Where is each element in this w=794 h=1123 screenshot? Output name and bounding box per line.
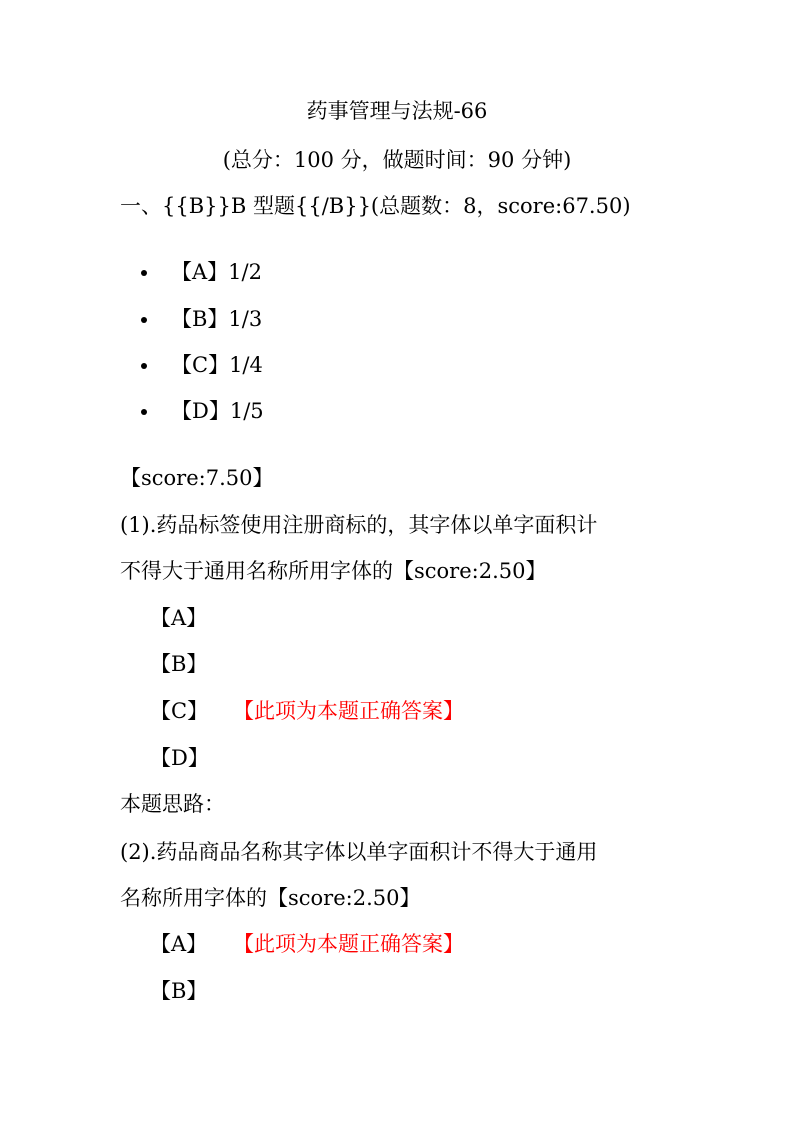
- list-item-label: 【A】1/2: [171, 260, 262, 284]
- bullet-icon: [141, 317, 147, 323]
- option-label: 【A】: [150, 932, 208, 956]
- option-label: 【B】: [150, 979, 208, 1003]
- question-stem: 名称所用字体的【score:2.50】: [120, 886, 421, 910]
- list-item-label: 【C】1/4: [171, 353, 263, 377]
- correct-answer-marker: 【此项为本题正确答案】: [233, 932, 464, 956]
- list-item: [141, 262, 262, 283]
- list-item-label: 【B】1/3: [171, 307, 263, 331]
- list-item: [141, 401, 264, 422]
- bullet-icon: [141, 270, 147, 276]
- option-label: 【B】: [150, 652, 208, 676]
- page-subtitle: (总分：100 分，做题时间：90 分钟): [222, 148, 572, 172]
- page-title: 药事管理与法规-66: [306, 99, 488, 123]
- option-label: 【D】: [150, 746, 209, 770]
- question-stem: (2).药品商品名称其字体以单字面积计不得大于通用: [120, 840, 598, 864]
- bullet-icon: [141, 363, 147, 369]
- bullet-icon: [141, 409, 147, 415]
- section-heading: 一、{{B}}B 型题{{/B}}(总题数：8，score:67.50): [120, 194, 631, 218]
- list-item-label: 【D】1/5: [171, 399, 264, 423]
- group-score: 【score:7.50】: [120, 466, 274, 490]
- option-label: 【C】: [150, 699, 209, 723]
- question-stem: 不得大于通用名称所用字体的【score:2.50】: [120, 559, 547, 583]
- option-label: 【A】: [150, 606, 208, 630]
- correct-answer-marker: 【此项为本题正确答案】: [233, 699, 464, 723]
- question-stem: (1).药品标签使用注册商标的，其字体以单字面积计: [120, 513, 598, 537]
- analysis-label: 本题思路：: [120, 792, 225, 816]
- list-item: [141, 355, 263, 376]
- list-item: [141, 309, 262, 330]
